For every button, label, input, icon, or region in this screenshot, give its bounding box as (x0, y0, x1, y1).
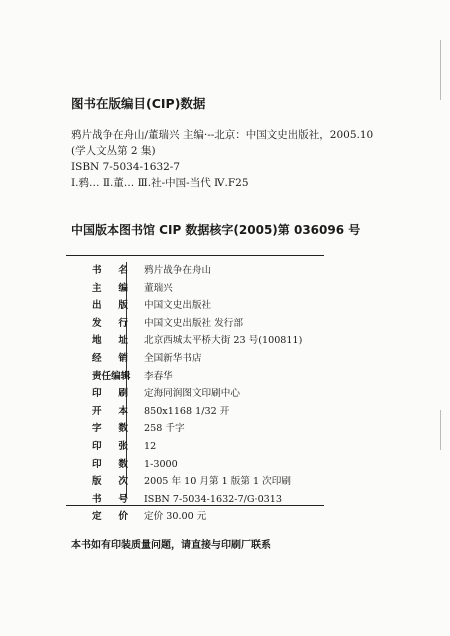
info-row-seller (92, 350, 322, 368)
info-row-editor (92, 280, 322, 298)
info-label: 书名 (92, 265, 128, 276)
info-label: 地址 (92, 335, 128, 347)
info-row-address (92, 332, 322, 350)
info-row-edition (92, 473, 322, 491)
info-label: 印刷 (92, 388, 128, 400)
info-value: 12 (144, 440, 157, 452)
quality-notice: 本书如有印装质量问题，请直接与印刷厂联系 (71, 540, 271, 551)
info-value: 鸦片战争在舟山 (144, 265, 212, 276)
info-row-distributor (92, 315, 322, 333)
info-value: 北京西城太平桥大街 23 号(100811) (144, 335, 303, 347)
copyright-info-table (92, 262, 322, 526)
cip-line-classification: Ⅰ.鸦… Ⅱ.董… Ⅲ.社-中国-当代 Ⅳ.F25 (71, 177, 249, 189)
info-value: 李春华 (144, 370, 173, 382)
info-label: 经销 (92, 352, 128, 364)
info-value: 定价 30.00 元 (144, 511, 207, 523)
info-label: 开本 (92, 405, 128, 417)
info-label: 印数 (92, 458, 128, 470)
info-label: 定价 (92, 511, 128, 523)
info-label: 主编 (92, 282, 128, 294)
info-label: 字数 (92, 423, 128, 435)
info-row-title (92, 262, 322, 280)
top-divider (66, 255, 324, 256)
info-value: 全国新华书店 (144, 352, 202, 364)
info-label: 责任编辑 (92, 370, 131, 382)
scan-edge-mark (440, 40, 441, 100)
info-label: 出版 (92, 300, 128, 312)
info-value: 1-3000 (144, 458, 178, 470)
info-row-printed-sheets (92, 438, 322, 456)
info-row-format (92, 403, 322, 421)
info-row-price (92, 508, 322, 526)
info-label: 版次 (92, 476, 128, 488)
info-value: 定海同润图文印刷中心 (144, 388, 240, 400)
cip-line-title: 鸦片战争在舟山/董瑞兴 主编·--北京：中国文史出版社，2005.10 (71, 129, 374, 141)
info-value: 中国文史出版社 发行部 (144, 317, 243, 329)
cip-line-isbn: ISBN 7-5034-1632-7 (71, 161, 181, 173)
cip-line-series: (学人文丛第 2 集) (71, 145, 156, 157)
info-value: 258 千字 (144, 423, 185, 435)
cip-record (71, 127, 373, 191)
info-value: 850x1168 1/32 开 (144, 405, 230, 417)
info-row-printer (92, 385, 322, 403)
info-value: 董瑞兴 (144, 282, 173, 294)
info-value: 中国文史出版社 (144, 300, 212, 312)
info-row-print-run (92, 456, 322, 474)
info-row-word-count (92, 420, 322, 438)
info-value: 2005 年 10 月第 1 版第 1 次印刷 (144, 476, 291, 488)
cip-heading: 图书在版编目(CIP)数据 (71, 96, 206, 111)
info-row-responsible-editor (92, 368, 322, 386)
scan-edge-mark (440, 410, 441, 450)
info-row-publisher (92, 297, 322, 315)
bottom-divider (66, 505, 324, 506)
info-label: 发行 (92, 317, 128, 329)
cip-data-number: 中国版本图书馆 CIP 数据核字(2005)第 036096 号 (71, 223, 361, 237)
info-label: 书号 (92, 493, 128, 505)
info-label: 印张 (92, 440, 128, 452)
info-value: ISBN 7-5034-1632-7/G·0313 (144, 493, 282, 505)
